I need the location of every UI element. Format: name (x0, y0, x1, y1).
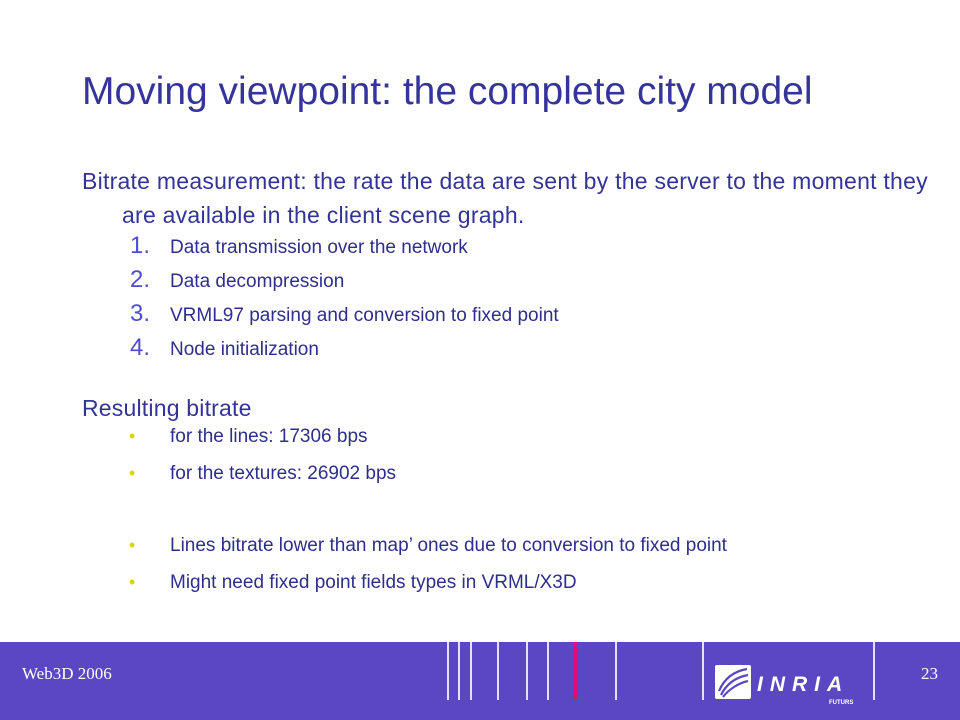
footer-divider (547, 642, 549, 700)
results-list (129, 426, 396, 500)
step-number: 1. (130, 232, 151, 259)
result-text: for the lines: 17306 bps (170, 426, 368, 447)
step-text: Data transmission over the network (170, 237, 468, 258)
footer-accent-divider (573, 642, 578, 700)
bullet-icon: • (129, 463, 136, 483)
list-item (130, 300, 559, 334)
step-text: Node initialization (170, 339, 319, 360)
step-number: 4. (130, 334, 151, 361)
list-item (129, 535, 727, 572)
bullet-icon: • (129, 572, 136, 592)
footer-divider (470, 642, 472, 700)
bullet-icon: • (129, 426, 136, 446)
list-item (130, 266, 559, 300)
logo-subtext: FUTURS (829, 700, 854, 706)
list-item (130, 232, 559, 266)
inria-logo (713, 659, 863, 709)
result-text: for the textures: 26902 bps (170, 463, 397, 484)
step-number: 3. (130, 300, 151, 327)
footer-divider (873, 642, 875, 700)
footer-divider (497, 642, 499, 700)
list-item (129, 426, 396, 463)
subheading: Resulting bitrate (82, 395, 252, 421)
step-text: VRML97 parsing and conversion to fixed point (170, 305, 559, 326)
list-item (129, 572, 727, 609)
notes-list (129, 535, 727, 609)
footer-divider (458, 642, 460, 700)
step-text: Data decompression (170, 271, 345, 292)
bullet-icon: • (129, 535, 136, 555)
list-item (129, 463, 396, 500)
footer-divider (702, 642, 704, 700)
footer-divider (526, 642, 528, 700)
slide-title: Moving viewpoint: the complete city model (82, 70, 813, 113)
logo-text: INRIA (757, 673, 850, 696)
note-text: Might need fixed point fields types in VRML/X3D (170, 572, 577, 593)
step-number: 2. (130, 266, 151, 293)
footer-label: Web3D 2006 (22, 664, 112, 683)
footer-divider (447, 642, 449, 700)
list-item (130, 334, 559, 368)
steps-list (130, 232, 559, 368)
note-text: Lines bitrate lower than map’ ones due to conversion to fixed point (170, 535, 727, 556)
page-number: 23 (921, 664, 938, 683)
lead-paragraph: Bitrate measurement: the rate the data are sent by the server to the moment they are available in the client scene graph. (82, 168, 928, 228)
footer-divider (615, 642, 617, 700)
